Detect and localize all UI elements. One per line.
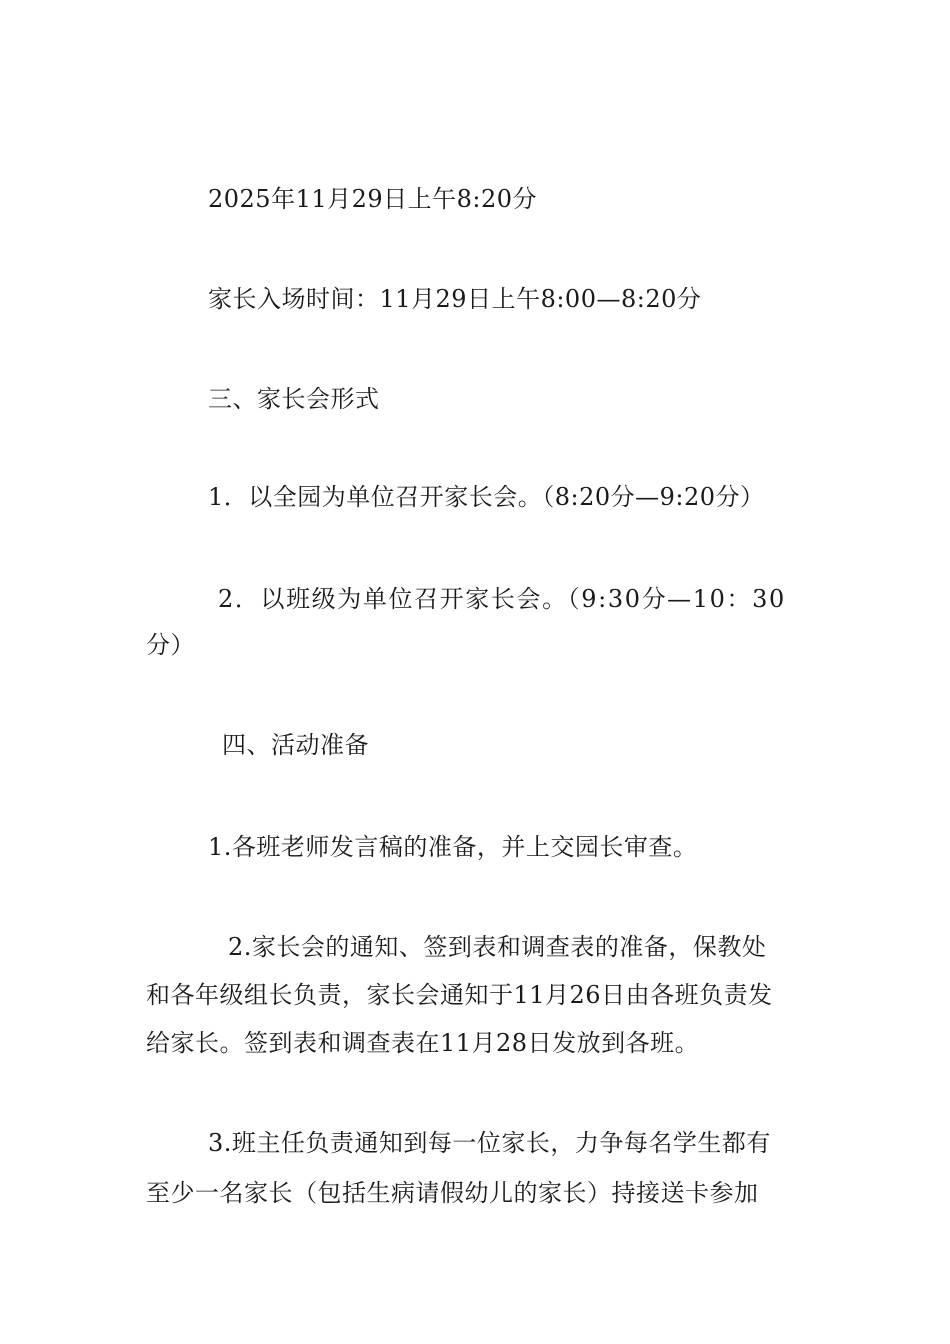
preparation-item-2-line-3: 给家长。签到表和调查表在11月28日发放到各班。 [146,1029,700,1057]
format-item-2: 2．以班级为单位召开家长会。（9:30分—10：30 [218,585,786,613]
preparation-item-3-line-2: 至少一名家长（包括生病请假幼儿的家长）持接送卡参加 [146,1179,759,1207]
parent-entry-time: 家长入场时间：11月29日上午8:00—8:20分 [208,285,702,313]
preparation-item-3-line-1: 3.班主任负责通知到每一位家长，力争每名学生都有 [208,1129,771,1157]
meeting-datetime: 2025年11月29日上午8:20分 [208,185,538,213]
preparation-item-1: 1.各班老师发言稿的准备，并上交园长审查。 [208,833,698,861]
format-item-2-continued: 分） [146,631,195,659]
format-item-1: 1．以全园为单位召开家长会。（8:20分—9:20分） [208,483,765,511]
preparation-item-2-line-1: 2.家长会的通知、签到表和调查表的准备，保教处 [228,933,767,961]
preparation-item-2-line-2: 和各年级组长负责，家长会通知于11月26日由各班负责发 [146,981,773,1009]
section-heading-format: 三、家长会形式 [208,385,380,413]
section-heading-preparation: 四、活动准备 [222,731,369,759]
